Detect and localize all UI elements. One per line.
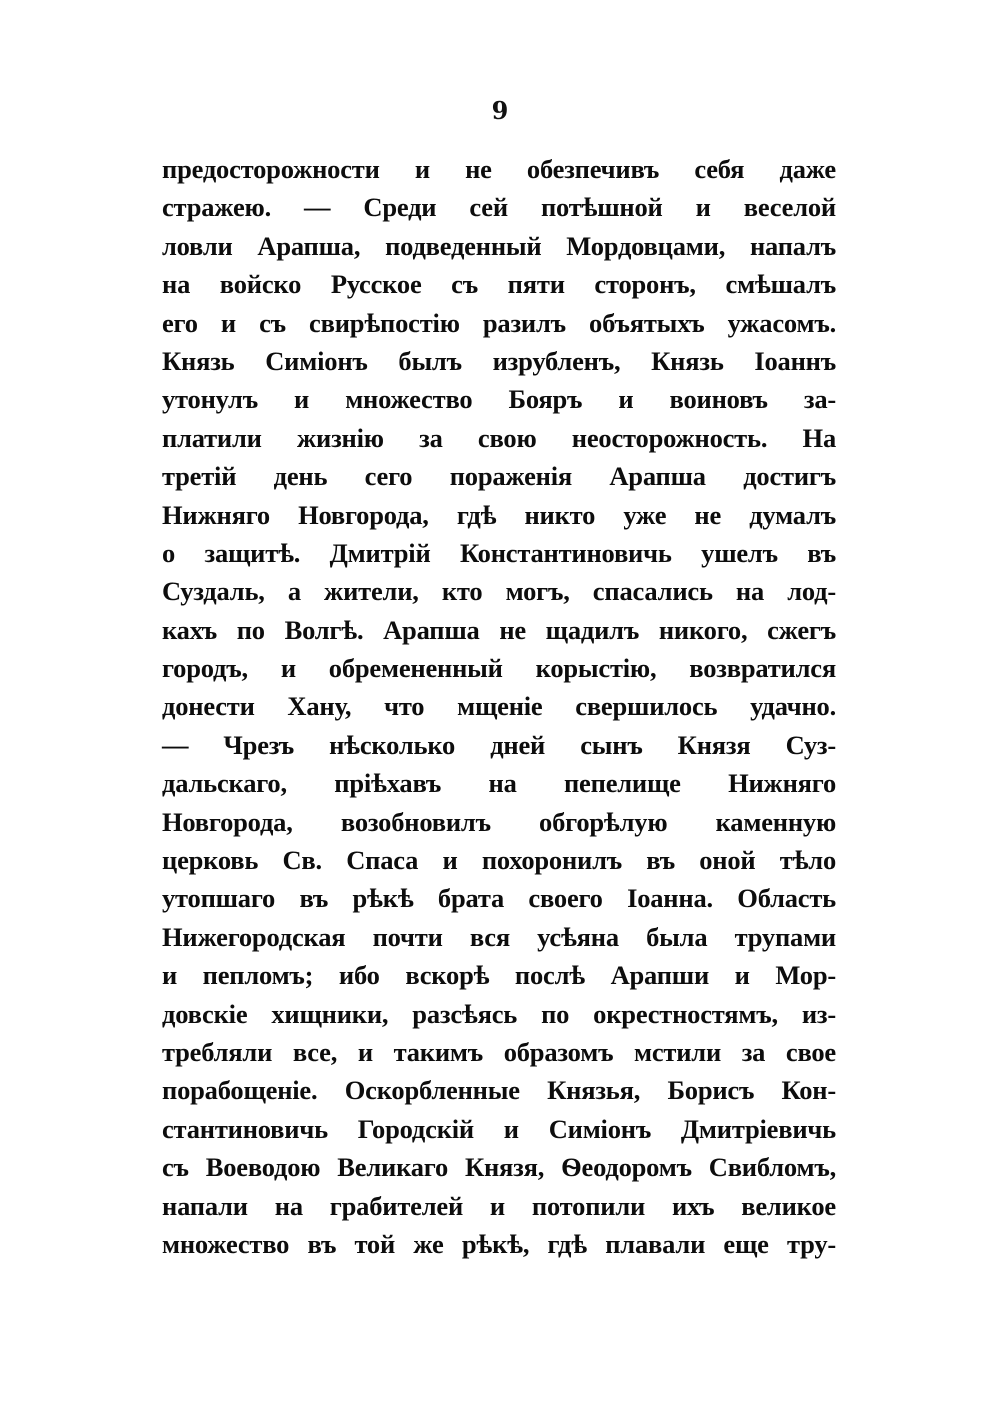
text-line: и пепломъ; ибо вскорѣ послѣ Арапши и Мор- — [162, 960, 836, 991]
text-line: порабощеніе. Оскорбленные Князья, Борисъ Кон- — [162, 1075, 836, 1106]
text-line: стантиновичь Городскій и Симіонъ Дмитріевичь — [162, 1113, 836, 1144]
text-line: Новгорода, возобновилъ обгорѣлую каменную — [162, 806, 836, 837]
text-line: третій день сего пораженія Арапша достигъ — [162, 461, 836, 492]
text-line: Суздаль, а жители, кто могъ, спасались на лод- — [162, 576, 836, 607]
text-line: на войско Русское съ пяти сторонъ, смѣшалъ — [162, 269, 836, 300]
text-line: Нижегородская почти вся усѣяна была трупами — [162, 921, 836, 952]
text-line: Нижняго Новгорода, гдѣ никто уже не думалъ — [162, 499, 836, 530]
text-line: напали на грабителей и потопили ихъ великое — [162, 1190, 836, 1221]
page-text-body — [162, 150, 836, 1263]
text-line: церковь Св. Спаса и похоронилъ въ оной тѣло — [162, 845, 836, 876]
text-line: утонулъ и множество Бояръ и воиновъ за- — [162, 384, 836, 415]
text-line: стражею. — Среди сей потѣшной и веселой — [162, 192, 836, 223]
text-line: кахъ по Волгѣ. Арапша не щадилъ никого, сжегъ — [162, 614, 836, 645]
text-line: городъ, и обремененный корыстію, возвратился — [162, 653, 836, 684]
text-line: донести Хану, что мщеніе свершилось удачно. — [162, 691, 836, 722]
text-line: ловли Арапша, подведенный Мордовцами, напалъ — [162, 230, 836, 261]
text-line: требляли все, и такимъ образомъ мстили за свое — [162, 1036, 836, 1067]
text-line: предосторожности и не обезпечивъ себя даже — [162, 154, 836, 184]
text-line: о защитѣ. Дмитрій Константиновичь ушелъ въ — [162, 537, 836, 568]
text-line: платили жизнію за свою неосторожность. На — [162, 422, 836, 453]
text-line: множество въ той же рѣкѣ, гдѣ плавали еще тру- — [162, 1228, 836, 1259]
text-line: довскіе хищники, разсѣясь по окрестностямъ, из- — [162, 998, 836, 1029]
text-line: съ Воеводою Великаго Князя, Ѳеодоромъ Свибломъ, — [162, 1152, 836, 1183]
page-number: 9 — [491, 96, 509, 125]
text-line: его и съ свирѣпостію разилъ объятыхъ ужасомъ. — [162, 307, 836, 338]
text-line: — Чрезъ нѣсколько дней сынъ Князя Суз- — [162, 729, 836, 760]
text-line: Князь Симіонъ былъ изрубленъ, Князь Іоаннъ — [162, 345, 836, 376]
text-line: утопшаго въ рѣкѣ брата своего Іоанна. Область — [162, 883, 836, 914]
text-line: дальскаго, пріѣхавъ на пепелище Нижняго — [162, 768, 836, 799]
